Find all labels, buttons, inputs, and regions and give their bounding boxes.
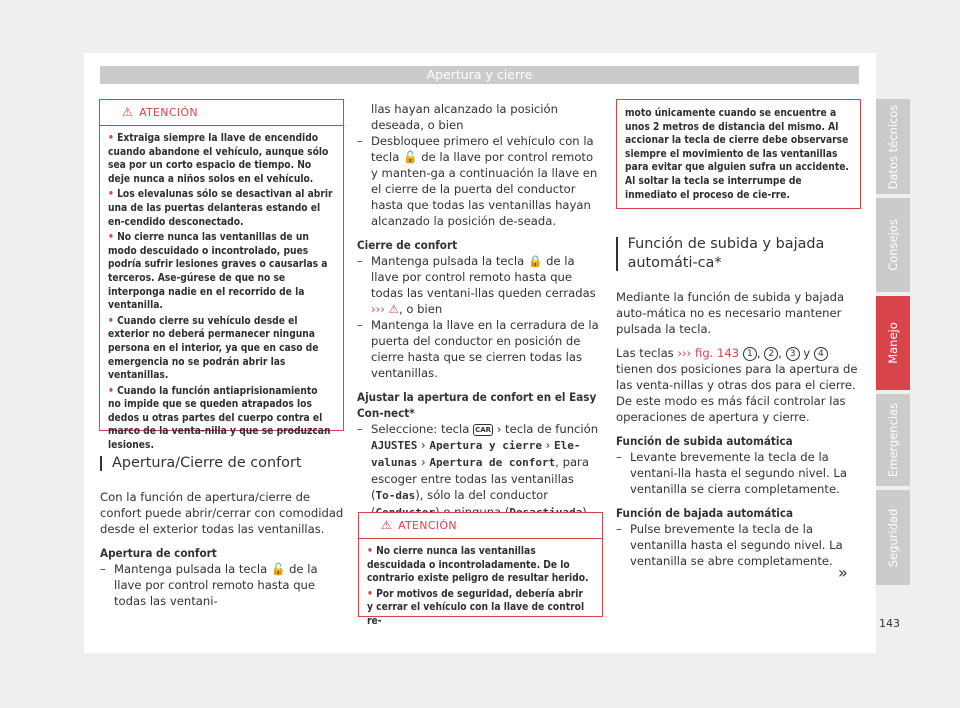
warning-item: • Por motivos de seguridad, debería abrir y cerrar el vehículo con la llave de control re-	[367, 588, 585, 627]
subheading-easy-connect: Ajustar la apertura de confort en el Easy Con-nect*	[357, 390, 597, 420]
page-number: 143	[879, 617, 900, 630]
warning-continuation: moto únicamente cuando se encuentre a unos 2 metros de distancia del mismo. Al accionar la tecla de cierre debe observarse siempre el movimiento de las ventanillas para evitar que alguien sufra un accidente. Al soltar la tecla se interrumpe de inmediato el proceso de cie-rre.	[625, 108, 849, 201]
warning-item: • No cierre nunca las ventanillas descuidada o incontroladamente. De lo contrario existe peligro de resultar herido.	[367, 546, 589, 585]
subheading-cierre: Cierre de confort	[357, 238, 458, 252]
list-item: – Seleccione: tecla CAR › tecla de función AJUSTES › Apertura y cierre › Ele-valunas › Apertura de confort, para escoger entre todas las ventanillas (To-das), sólo la del conductor	[357, 422, 599, 502]
bullet-icon: •	[108, 189, 118, 201]
warning-box-middle	[358, 512, 603, 627]
list-item: – Mantenga pulsada la tecla 🔓 de la llave por control remoto hasta que todas las ventani-	[100, 562, 318, 608]
tab-manejo[interactable]: Manejo	[876, 296, 910, 390]
warning-item: • Los elevalunas sólo se desactivan al abrir una de las puertas delanteras estando el en-cendido desconectado.	[108, 189, 333, 228]
number-3-icon: 3	[786, 347, 800, 361]
left-column-text	[100, 454, 345, 609]
list-item: – Desbloquee primero el vehículo con la tecla 🔓 de la llave por control remoto y manten-ga a continuación la llave en el cierre de la puerta del conductor hasta que todas las ventanillas hayan alcanzado la posición de-seada.	[357, 134, 598, 228]
list-item: – Levante brevemente la tecla de la ventani-lla hasta el segundo nivel. La ventanilla se cierra completamente.	[616, 450, 847, 496]
teclas-paragraph: Las teclas ››› fig. 143 1 , 2 , 3 y 4 tienen dos posiciones para la apertura de las venta-nillas y otras dos para el cierre. De este modo es más fácil controlar las operaciones de apertura y cierre.	[616, 346, 858, 424]
bullet-icon: •	[367, 588, 377, 600]
middle-column-text	[357, 101, 602, 521]
warning-item: • Extraiga siempre la llave de encendido cuando abandone el vehículo, aunque sólo sea por un corto espacio de tiempo. No deje nunca a niños solos en el vehículo.	[108, 133, 329, 185]
number-1-icon: 1	[743, 347, 757, 361]
warning-list	[100, 126, 343, 463]
tab-seguridad[interactable]: Seguridad	[876, 490, 910, 585]
warning-triangle-icon: ⚠	[381, 518, 393, 532]
figure-link[interactable]: fig. 143	[695, 346, 740, 360]
bullet-icon: •	[108, 232, 118, 244]
lock-icon: 🔒	[527, 254, 543, 268]
unlock-icon: 🔓	[403, 150, 418, 164]
tab-emergencias[interactable]: Emergencias	[876, 394, 910, 486]
intro-paragraph: Mediante la función de subida y bajada auto-mática no es necesario mantener pulsada la tecla.	[616, 290, 845, 336]
car-key-icon: CAR	[475, 426, 492, 434]
subheading-subida: Función de subida automática	[616, 434, 793, 448]
continuation-text: llas hayan alcanzado la posición deseada, o bien	[371, 102, 558, 132]
section-title-auto: Función de subida y bajada automáti-ca*	[616, 235, 861, 273]
continue-chevron-icon: »	[838, 563, 848, 582]
bullet-icon: •	[108, 315, 118, 327]
warning-list	[359, 539, 602, 639]
intro-paragraph: Con la función de apertura/cierre de confort puede abrir/cerrar con comodidad desde el exterior todas las ventanillas.	[100, 490, 344, 536]
warning-triangle-icon: ⚠	[388, 302, 400, 316]
reference-arrows-icon: ›››	[371, 302, 385, 316]
unlock-icon: 🔓	[270, 562, 286, 576]
warning-triangle-icon: ⚠	[122, 105, 134, 119]
list-item: – Mantenga la llave en la cerradura de la puerta del conductor en posición de cierre hasta que se cierren todas las ventanillas.	[357, 318, 599, 380]
warning-item: • Cuando la función antiaprisionamiento no impide que se queden atrapados los dedos u otras partes del cuerpo contra el marco de la venta-nilla y que se produzcan lesiones.	[108, 385, 331, 452]
warning-box-right-continued	[616, 99, 861, 209]
warning-box-left	[99, 99, 344, 452]
warning-title: ATENCIÓN	[398, 518, 457, 532]
list-item: – Mantenga pulsada la tecla 🔒 de la llave por control remoto hasta que todas las ventani-llas queden cerradas ››› ⚠, o bien	[357, 254, 596, 316]
tab-consejos[interactable]: Consejos	[876, 198, 910, 292]
warning-title: ATENCIÓN	[139, 105, 198, 119]
bullet-icon: •	[108, 385, 118, 397]
warning-header	[100, 100, 343, 126]
warning-item: • No cierre nunca las ventanillas de un modo descuidado o incontrolado, pues podría sufrir lesiones graves o causarlas a terceros. Ase-gúrese de que no se interponga nadie en el recorrido de la ventanilla.	[108, 232, 328, 312]
page-header: Apertura y cierre	[100, 66, 859, 84]
number-2-icon: 2	[764, 347, 778, 361]
subheading-bajada: Función de bajada automática	[616, 506, 794, 520]
list-item: – Pulse brevemente la tecla de la ventanilla hasta el segundo nivel. La ventanilla se abre completamente.	[616, 522, 843, 568]
bullet-icon: •	[108, 133, 118, 144]
section-title-confort: Apertura/Cierre de confort	[100, 454, 345, 473]
warning-item: • Cuando cierre su vehículo desde el exterior no deberá permanecer ninguna persona en el interior, ya que en caso de emergencia no se podrán abrir las ventanillas.	[108, 315, 319, 382]
reference-arrows-icon: ›››	[677, 346, 692, 360]
number-4-icon: 4	[814, 347, 828, 361]
tab-datos-tecnicos[interactable]: Datos técnicos	[876, 99, 910, 194]
warning-header	[359, 513, 602, 539]
subheading-apertura: Apertura de confort	[100, 546, 217, 560]
right-column-text	[616, 235, 861, 569]
bullet-icon: •	[367, 546, 377, 557]
